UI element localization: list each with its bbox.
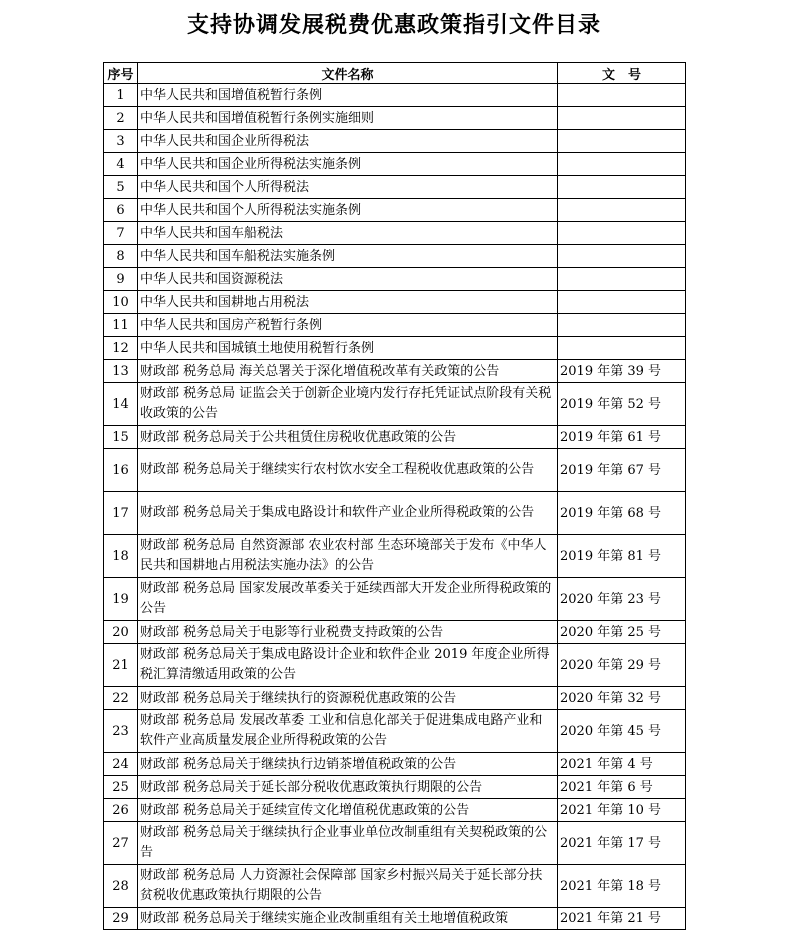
file-name: 中华人民共和国房产税暂行条例: [138, 314, 558, 337]
row-number: 17: [104, 492, 138, 535]
file-name: 中华人民共和国企业所得税法: [138, 130, 558, 153]
table-row: [104, 199, 686, 222]
table-row: [104, 153, 686, 176]
file-name: 中华人民共和国城镇土地使用税暂行条例: [138, 337, 558, 360]
file-name: 中华人民共和国增值税暂行条例: [138, 84, 558, 107]
doc-number: 2019 年第 61 号: [558, 426, 686, 449]
doc-number: 2019 年第 67 号: [558, 449, 686, 492]
row-number: 22: [104, 687, 138, 710]
table-row: [104, 176, 686, 199]
file-name: 财政部 税务总局关于继续执行企业事业单位改制重组有关契税政策的公告: [138, 822, 558, 865]
doc-number: [558, 314, 686, 337]
doc-number: [558, 130, 686, 153]
doc-number: 2021 年第 17 号: [558, 822, 686, 865]
doc-number: [558, 245, 686, 268]
file-name: 中华人民共和国个人所得税法: [138, 176, 558, 199]
row-number: 28: [104, 865, 138, 908]
doc-number: 2021 年第 10 号: [558, 799, 686, 822]
table-row: [104, 492, 686, 535]
table-row: [104, 753, 686, 776]
table-row: [104, 687, 686, 710]
table-header-row: [104, 63, 686, 84]
row-number: 9: [104, 268, 138, 291]
doc-number: 2020 年第 25 号: [558, 621, 686, 644]
row-number: 18: [104, 535, 138, 578]
row-number: 27: [104, 822, 138, 865]
row-number: 16: [104, 449, 138, 492]
table-body: [104, 84, 686, 930]
table-row: [104, 383, 686, 426]
row-number: 7: [104, 222, 138, 245]
doc-number: [558, 268, 686, 291]
table-row: [104, 710, 686, 753]
table-row: [104, 865, 686, 908]
file-name: 财政部 税务总局 自然资源部 农业农村部 生态环境部关于发布《中华人民共和国耕地占用税法实施办法》的公告: [138, 535, 558, 578]
row-number: 3: [104, 130, 138, 153]
table-row: [104, 222, 686, 245]
doc-number: [558, 199, 686, 222]
row-number: 21: [104, 644, 138, 687]
row-number: 10: [104, 291, 138, 314]
file-name: 中华人民共和国企业所得税法实施条例: [138, 153, 558, 176]
doc-number: 2020 年第 32 号: [558, 687, 686, 710]
row-number: 11: [104, 314, 138, 337]
table-row: [104, 449, 686, 492]
row-number: 4: [104, 153, 138, 176]
doc-number: 2021 年第 21 号: [558, 908, 686, 930]
doc-number: [558, 337, 686, 360]
row-number: 13: [104, 360, 138, 383]
row-number: 2: [104, 107, 138, 130]
file-name: 财政部 税务总局关于继续实施企业改制重组有关土地增值税政策: [138, 908, 558, 930]
doc-number: [558, 153, 686, 176]
file-name: 财政部 税务总局 国家发展改革委关于延续西部大开发企业所得税政策的公告: [138, 578, 558, 621]
file-name: 财政部 税务总局 发展改革委 工业和信息化部关于促进集成电路产业和软件产业高质量发展企业所得税政策的公告: [138, 710, 558, 753]
table-row: [104, 291, 686, 314]
doc-number: 2021 年第 18 号: [558, 865, 686, 908]
row-number: 19: [104, 578, 138, 621]
column-header-name: 文件名称: [138, 63, 558, 84]
file-name: 中华人民共和国资源税法: [138, 268, 558, 291]
doc-number: 2020 年第 23 号: [558, 578, 686, 621]
row-number: 24: [104, 753, 138, 776]
file-name: 财政部 税务总局关于继续实行农村饮水安全工程税收优惠政策的公告: [138, 449, 558, 492]
file-name: 中华人民共和国耕地占用税法: [138, 291, 558, 314]
doc-number: 2019 年第 68 号: [558, 492, 686, 535]
file-name: 财政部 税务总局 证监会关于创新企业境内发行存托凭证试点阶段有关税收政策的公告: [138, 383, 558, 426]
row-number: 26: [104, 799, 138, 822]
row-number: 20: [104, 621, 138, 644]
table-row: [104, 535, 686, 578]
doc-number: [558, 107, 686, 130]
table-row: [104, 776, 686, 799]
file-name: 财政部 税务总局关于集成电路设计和软件产业企业所得税政策的公告: [138, 492, 558, 535]
file-name: 中华人民共和国增值税暂行条例实施细则: [138, 107, 558, 130]
document-table: [103, 62, 686, 930]
table-row: [104, 822, 686, 865]
row-number: 23: [104, 710, 138, 753]
table-row: [104, 426, 686, 449]
doc-number: [558, 84, 686, 107]
table-row: [104, 578, 686, 621]
row-number: 25: [104, 776, 138, 799]
table-row: [104, 360, 686, 383]
doc-number: 2020 年第 29 号: [558, 644, 686, 687]
table-row: [104, 268, 686, 291]
row-number: 14: [104, 383, 138, 426]
file-name: 中华人民共和国个人所得税法实施条例: [138, 199, 558, 222]
doc-number: 2019 年第 81 号: [558, 535, 686, 578]
file-name: 财政部 税务总局 人力资源社会保障部 国家乡村振兴局关于延长部分扶贫税收优惠政策执行期限的公告: [138, 865, 558, 908]
row-number: 15: [104, 426, 138, 449]
file-name: 财政部 税务总局关于继续执行的资源税优惠政策的公告: [138, 687, 558, 710]
file-name: 财政部 税务总局关于集成电路设计企业和软件企业 2019 年度企业所得税汇算清缴适用政策的公告: [138, 644, 558, 687]
row-number: 8: [104, 245, 138, 268]
table-row: [104, 337, 686, 360]
file-name: 财政部 税务总局关于继续执行边销茶增值税政策的公告: [138, 753, 558, 776]
doc-number: 2019 年第 39 号: [558, 360, 686, 383]
column-header-num: 文 号: [558, 63, 686, 84]
table-row: [104, 130, 686, 153]
row-number: 29: [104, 908, 138, 930]
file-name: 财政部 税务总局关于电影等行业税费支持政策的公告: [138, 621, 558, 644]
file-name: 财政部 税务总局关于延续宣传文化增值税优惠政策的公告: [138, 799, 558, 822]
doc-number: 2020 年第 45 号: [558, 710, 686, 753]
table-row: [104, 644, 686, 687]
doc-number: [558, 176, 686, 199]
column-header-no: 序号: [104, 63, 138, 84]
file-name: 财政部 税务总局关于延长部分税收优惠政策执行期限的公告: [138, 776, 558, 799]
table-row: [104, 314, 686, 337]
file-name: 中华人民共和国车船税法: [138, 222, 558, 245]
row-number: 5: [104, 176, 138, 199]
table-row: [104, 908, 686, 930]
table-row: [104, 84, 686, 107]
row-number: 1: [104, 84, 138, 107]
doc-number: 2021 年第 6 号: [558, 776, 686, 799]
doc-number: [558, 222, 686, 245]
table-row: [104, 245, 686, 268]
file-name: 财政部 税务总局 海关总署关于深化增值税改革有关政策的公告: [138, 360, 558, 383]
file-name: 中华人民共和国车船税法实施条例: [138, 245, 558, 268]
doc-number: 2019 年第 52 号: [558, 383, 686, 426]
page-title: 支持协调发展税费优惠政策指引文件目录: [186, 13, 601, 38]
table-row: [104, 799, 686, 822]
doc-number: 2021 年第 4 号: [558, 753, 686, 776]
table-row: [104, 107, 686, 130]
row-number: 6: [104, 199, 138, 222]
row-number: 12: [104, 337, 138, 360]
doc-number: [558, 291, 686, 314]
file-name: 财政部 税务总局关于公共租赁住房税收优惠政策的公告: [138, 426, 558, 449]
table-row: [104, 621, 686, 644]
